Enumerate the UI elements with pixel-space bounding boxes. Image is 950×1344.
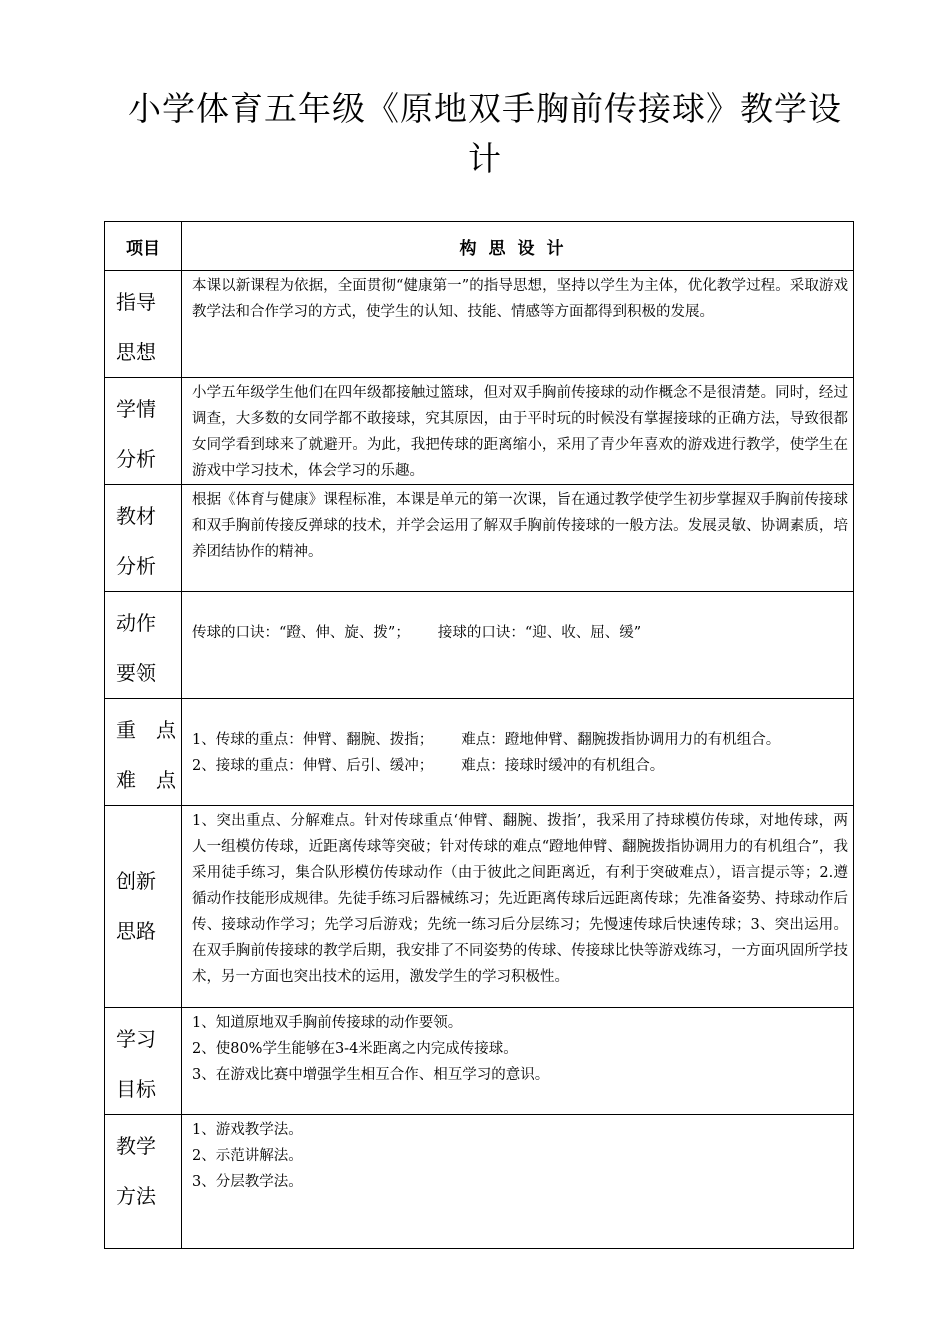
list-item: 3、分层教学法。	[192, 1174, 303, 1190]
row-material-analysis	[105, 485, 854, 592]
row-guiding-thought	[105, 271, 854, 378]
row-content	[182, 1008, 854, 1115]
row-label: 动作 要领	[105, 592, 182, 699]
list-item: 1、游戏教学法。	[192, 1122, 303, 1138]
row-learning-goals	[105, 1008, 854, 1115]
list-item: 2、示范讲解法。	[192, 1148, 303, 1164]
row-content: 小学五年级学生他们在四年级都接触过篮球，但对双手胸前传接球的动作概念不是很清楚。同时，经过调查，大多数的女同学都不敢接球，究其原因，由于平时玩的时候没有掌握接球的正确方法，导致很都女同学看到球来了就避开。为此，我把传球的距离缩小，采用了青少年喜欢的游戏进行教学，使学生在游戏中学习技术，体会学习的乐趣。	[182, 378, 854, 485]
row-action-essentials	[105, 592, 854, 699]
row-content	[182, 1115, 854, 1249]
page-title	[60, 84, 910, 184]
row-content: 1、突出重点、分解难点。针对传球重点‘伸臂、翻腕、拨指’，我采用了持球模仿传球，对地传球，两人一组模仿传球，近距离传球等突破；针对传球的难点“蹬地伸臂、翻腕拨指协调用力的有机组合”，我采用徒手练习，集合队形模仿传球动作（由于彼此之间距离近，有利于突破难点），语言提示等；2.遵循动作技能形成规律。先徒手练习后器械练习；先近距离传球后远距离传球；先准备姿势、持球动作后传、接球动作学习；先学习后游戏；先统一练习后分层练习；先慢速传球后快速传球；3、突出运用。在双手胸前传接球的教学后期，我安排了不同姿势的传球、传接球比快等游戏练习，一方面巩固所学技术，另一方面也突出技术的运用，激发学生的学习积极性。	[182, 806, 854, 1008]
row-label: 创新 思路	[105, 806, 182, 1008]
header-item: 项目	[105, 222, 182, 271]
row-label: 学习 目标	[105, 1008, 182, 1115]
row-innovative-ideas	[105, 806, 854, 1008]
row-label: 学情 分析	[105, 378, 182, 485]
row-label: 教学 方法	[105, 1115, 182, 1249]
row-content: 本课以新课程为依据，全面贯彻“健康第一”的指导思想，坚持以学生为主体，优化教学过程。采取游戏教学法和合作学习的方式，使学生的认知、技能、情感等方面都得到积极的发展。	[182, 271, 854, 378]
row-teaching-methods	[105, 1115, 854, 1249]
list-item: 3、在游戏比赛中增强学生相互合作、相互学习的意识。	[192, 1067, 550, 1083]
row-student-analysis	[105, 378, 854, 485]
list-item: 2、使80%学生能够在3-4米距离之内完成传接球。	[192, 1041, 518, 1057]
list-item: 1、知道原地双手胸前传接球的动作要领。	[192, 1015, 463, 1031]
row-content: 1、传球的重点：伸臂、翻腕、拨指； 难点：蹬地伸臂、翻腕拨指协调用力的有机组合。 2、接球的重点：伸臂、后引、缓冲； 难点：接球时缓冲的有机组合。	[182, 699, 854, 806]
row-content: 根据《体育与健康》课程标准，本课是单元的第一次课，旨在通过教学使学生初步掌握双手胸前传接球和双手胸前传接反弹球的技术，并学会运用了解双手胸前传接球的一般方法。发展灵敏、协调素质，培养团结协作的精神。	[182, 485, 854, 592]
row-label: 教材 分析	[105, 485, 182, 592]
row-label: 重 点 难 点	[105, 699, 182, 806]
row-key-difficult-points	[105, 699, 854, 806]
page-title-line2: 计	[468, 139, 502, 178]
design-table	[104, 221, 854, 1249]
row-label: 指导 思想	[105, 271, 182, 378]
table-header-row	[105, 222, 854, 271]
page-title-line1: 小学体育五年级《原地双手胸前传接球》教学设	[128, 89, 842, 128]
header-design: 构思设计	[182, 222, 854, 271]
row-content: 传球的口诀：“蹬、伸、旋、拨”； 接球的口诀：“迎、收、屈、缓”	[182, 592, 854, 699]
